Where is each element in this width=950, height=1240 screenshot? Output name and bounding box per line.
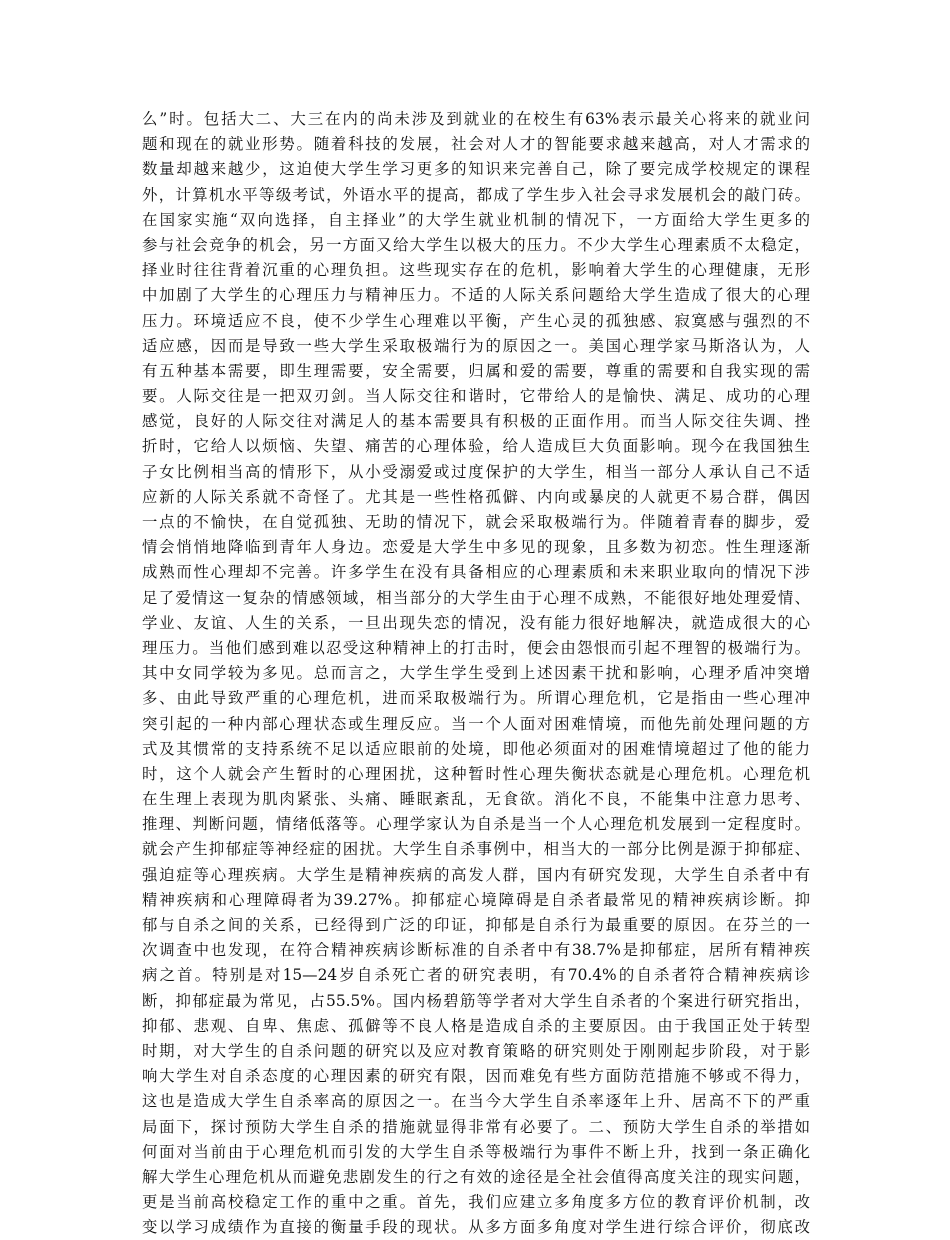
text-line: 感觉，良好的人际交往对满足人的基本需要具有积极的正面作用。而当人际交往失调、挫	[142, 412, 810, 431]
text-line: 外，计算机水平等级考试，外语水平的提高，都成了学生步入社会寻求发展机会的敲门砖。	[142, 185, 810, 204]
text-line: 时，这个人就会产生暂时的心理困扰，这种暂时性心理失衡状态就是心理危机。心理危机	[142, 764, 810, 783]
text-line: 局面下，探讨预防大学生自杀的措施就显得非常有必要了。二、预防大学生自杀的举措如	[142, 1117, 810, 1136]
text-line: 推理、判断问题，情绪低落等。心理学家认为自杀是当一个人心理危机发展到一定程度时。	[142, 815, 810, 834]
text-line: 强迫症等心理疾病。大学生是精神疾病的高发人群，国内有研究发现，大学生自杀者中有	[142, 865, 810, 884]
text-line: 更是当前高校稳定工作的重中之重。首先，我们应建立多角度多方位的教育评价机制，改	[142, 1193, 810, 1212]
text-line: 在国家实施“双向选择，自主择业”的大学生就业机制的情况下，一方面给大学生更多的	[142, 210, 810, 229]
text-line: 一点的不愉快，在自觉孤独、无助的情况下，就会采取极端行为。伴随着青春的脚步，爱	[142, 513, 810, 531]
text-line: 响大学生对自杀态度的心理因素的研究有限，因而难免有些方面防范措施不够或不得力，	[142, 1067, 810, 1086]
text-line: 次调查中也发现，在符合精神疾病诊断标准的自杀者中有38.7%是抑郁症，居所有精神疾	[142, 941, 810, 960]
text-line: 精神疾病和心理障碍者为39.27%。抑郁症心境障碍是自杀者最常见的精神疾病诊断。抑	[142, 890, 810, 909]
text-line: 有五种基本需要，即生理需要，安全需要，归属和爱的需要，尊重的需要和自我实现的需	[142, 361, 810, 380]
text-line: 么”时。包括大二、大三在内的尚未涉及到就业的在校生有63%表示最关心将来的就业问	[142, 110, 810, 128]
text-line: 式及其惯常的支持系统不足以适应眼前的处境，即他必须面对的困难情境超过了他的能力	[142, 739, 810, 758]
text-line: 理压力。当他们感到难以忍受这种精神上的打击时，便会由怨恨而引起不理智的极端行为。	[142, 638, 810, 657]
text-line: 时期，对大学生的自杀问题的研究以及应对教育策略的研究则处于刚刚起步阶段，对于影	[142, 1041, 810, 1060]
text-line: 抑郁、悲观、自卑、焦虑、孤僻等不良人格是造成自杀的主要原因。由于我国正处于转型	[142, 1016, 810, 1035]
text-line: 这也是造成大学生自杀率高的原因之一。在当今大学生自杀率逐年上升、居高不下的严重	[142, 1092, 810, 1111]
text-line: 郁与自杀之间的关系，已经得到广泛的印证，抑郁是自杀行为最重要的原因。在芬兰的一	[142, 916, 810, 934]
text-line: 其中女同学较为多见。总而言之，大学生学生受到上述因素干扰和影响，心理矛盾冲突增	[142, 664, 810, 683]
text-line: 适应感，因而是导致一些大学生采取极端行为的原因之一。美国心理学家马斯洛认为，人	[142, 336, 810, 355]
text-line: 多、由此导致严重的心理危机，进而采取极端行为。所谓心理危机，它是指由一些心理冲	[142, 689, 810, 708]
text-line: 参与社会竞争的机会，另一方面又给大学生以极大的压力。不少大学生心理素质不太稳定，	[142, 235, 810, 254]
text-line: 题和现在的就业形势。随着科技的发展，社会对人才的智能要求越来越高，对人才需求的	[142, 135, 810, 154]
text-line: 断，抑郁症最为常见，占55.5%。国内杨碧筋等学者对大学生自杀者的个案进行研究指出，	[142, 991, 810, 1010]
text-line: 变以学习成绩作为直接的衡量手段的现状。从多方面多角度对学生进行综合评价，彻底改	[142, 1218, 810, 1237]
text-line: 择业时往往背着沉重的心理负担。这些现实存在的危机，影响着大学生的心理健康，无形	[142, 261, 810, 280]
text-line: 中加剧了大学生的心理压力与精神压力。不适的人际关系问题给大学生造成了很大的心理	[142, 286, 810, 305]
text-line: 突引起的一种内部心理状态或生理反应。当一个人面对困难情境，而他先前处理问题的方	[142, 714, 810, 733]
text-line: 数量却越来越少，这迫使大学生学习更多的知识来完善自己，除了要完成学校规定的课程	[142, 160, 810, 179]
text-line: 要。人际交往是一把双刃剑。当人际交往和谐时，它带给人的是愉快、满足、成功的心理	[142, 387, 810, 406]
body-text	[142, 107, 810, 1240]
text-line: 足了爱情这一复杂的情感领域，相当部分的大学生由于心理不成熟，不能很好地处理爱情、	[142, 588, 810, 607]
text-line: 学业、友谊、人生的关系，一旦出现失恋的情况，没有能力很好地解决，就造成很大的心	[142, 613, 810, 632]
text-line: 应新的人际关系就不奇怪了。尤其是一些性格孤僻、内向或暴戾的人就更不易合群，偶因	[142, 487, 810, 506]
text-line: 在生理上表现为肌肉紧张、头痛、睡眠紊乱，无食欲。消化不良，不能集中注意力思考、	[142, 790, 810, 809]
text-line: 情会悄悄地降临到青年人身边。恋爱是大学生中多见的现象，且多数为初恋。性生理逐渐	[142, 538, 810, 557]
text-line: 折时，它给人以烦恼、失望、痛苦的心理体验，给人造成巨大负面影响。现今在我国独生	[142, 437, 810, 456]
text-line: 病之首。特别是对15—24岁自杀死亡者的研究表明，有70.4%的自杀者符合精神疾病诊	[142, 966, 810, 985]
text-line: 何面对当前由于心理危机而引发的大学生自杀等极端行为事件不断上升，找到一条正确化	[142, 1142, 810, 1161]
text-line: 子女比例相当高的情形下，从小受溺爱或过度保护的大学生，相当一部分人承认自己不适	[142, 462, 810, 481]
text-line: 成熟而性心理却不完善。许多学生在没有具备相应的心理素质和未来职业取向的情况下涉	[142, 563, 810, 582]
text-line: 就会产生抑郁症等神经症的困扰。大学生自杀事例中，相当大的一部分比例是源于抑郁症、	[142, 840, 810, 859]
text-line: 压力。环境适应不良，使不少学生心理难以平衡，产生心灵的孤独感、寂寞感与强烈的不	[142, 311, 810, 330]
text-line: 解大学生心理危机从而避免悲剧发生的行之有效的途径是全社会值得高度关注的现实问题，	[142, 1167, 810, 1186]
